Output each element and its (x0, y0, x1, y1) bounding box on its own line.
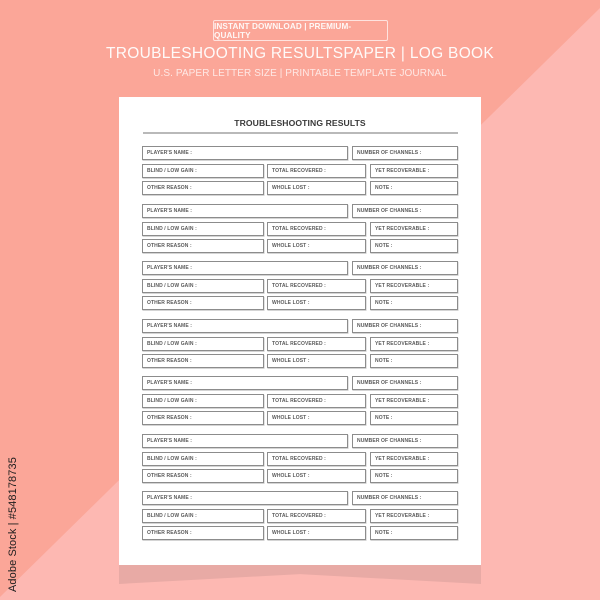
blind-low-gain-field[interactable] (142, 279, 264, 293)
note-label: NOTE : (375, 185, 393, 191)
note-field[interactable] (370, 296, 458, 310)
total-recovered-label: TOTAL RECOVERED : (272, 398, 326, 404)
number-of-channels-field[interactable] (352, 376, 458, 390)
total-recovered-label: TOTAL RECOVERED : (272, 340, 326, 347)
blind-low-gain-label: BLIND / LOW GAIN : (147, 340, 197, 347)
blind-low-gain-field[interactable] (142, 452, 264, 466)
note-field[interactable] (370, 469, 458, 483)
players-name-label: PLAYER'S NAME : (147, 322, 193, 329)
total-recovered-field[interactable] (267, 394, 366, 408)
yet-recoverable-field[interactable] (370, 337, 458, 351)
other-reason-field[interactable] (142, 239, 264, 253)
yet-recoverable-field[interactable] (370, 279, 458, 293)
yet-recoverable-label: YET RECOVERABLE : (375, 398, 430, 404)
other-reason-field[interactable] (142, 354, 264, 368)
total-recovered-field[interactable] (267, 452, 366, 466)
yet-recoverable-label: YET RECOVERABLE : (375, 225, 430, 232)
blind-low-gain-label: BLIND / LOW GAIN : (147, 398, 197, 404)
total-recovered-label: TOTAL RECOVERED : (272, 225, 326, 232)
whole-lost-field[interactable] (267, 296, 366, 310)
total-recovered-field[interactable] (267, 337, 366, 351)
blind-low-gain-label: BLIND / LOW GAIN : (147, 225, 197, 232)
number-of-channels-label: NUMBER OF CHANNELS : (357, 150, 422, 156)
other-reason-field[interactable] (142, 526, 264, 540)
whole-lost-label: WHOLE LOST : (272, 472, 310, 479)
whole-lost-label: WHOLE LOST : (272, 530, 310, 536)
whole-lost-field[interactable] (267, 526, 366, 540)
players-name-field[interactable] (142, 434, 348, 448)
other-reason-field[interactable] (142, 181, 264, 195)
players-name-field[interactable] (142, 261, 348, 275)
blind-low-gain-label: BLIND / LOW GAIN : (147, 513, 197, 519)
total-recovered-label: TOTAL RECOVERED : (272, 455, 326, 462)
other-reason-field[interactable] (142, 411, 264, 425)
whole-lost-label: WHOLE LOST : (272, 242, 310, 249)
total-recovered-label: TOTAL RECOVERED : (272, 513, 326, 519)
note-label: NOTE : (375, 472, 393, 479)
troubleshooting-entry (142, 491, 459, 541)
troubleshooting-entry (142, 146, 459, 196)
yet-recoverable-field[interactable] (370, 394, 458, 408)
number-of-channels-label: NUMBER OF CHANNELS : (357, 437, 422, 444)
players-name-field[interactable] (142, 146, 348, 160)
yet-recoverable-label: YET RECOVERABLE : (375, 283, 430, 289)
total-recovered-field[interactable] (267, 222, 366, 236)
number-of-channels-label: NUMBER OF CHANNELS : (357, 495, 422, 501)
yet-recoverable-field[interactable] (370, 509, 458, 523)
troubleshooting-entry (142, 434, 459, 484)
yet-recoverable-label: YET RECOVERABLE : (375, 455, 430, 462)
blind-low-gain-field[interactable] (142, 164, 264, 178)
number-of-channels-field[interactable] (352, 491, 458, 505)
note-field[interactable] (370, 239, 458, 253)
players-name-label: PLAYER'S NAME : (147, 265, 193, 271)
note-label: NOTE : (375, 530, 393, 536)
note-field[interactable] (370, 526, 458, 540)
note-label: NOTE : (375, 357, 393, 364)
players-name-field[interactable] (142, 376, 348, 390)
stock-watermark: Adobe Stock | #548178735 (7, 457, 19, 592)
yet-recoverable-field[interactable] (370, 222, 458, 236)
troubleshooting-entry (142, 376, 459, 426)
number-of-channels-field[interactable] (352, 146, 458, 160)
note-label: NOTE : (375, 242, 393, 249)
blind-low-gain-field[interactable] (142, 394, 264, 408)
note-field[interactable] (370, 411, 458, 425)
troubleshooting-entry (142, 204, 459, 254)
product-title: TROUBLESHOOTING RESULTSPAPER | LOG BOOK (105, 45, 495, 62)
whole-lost-label: WHOLE LOST : (272, 415, 310, 421)
yet-recoverable-label: YET RECOVERABLE : (375, 513, 430, 519)
total-recovered-field[interactable] (267, 509, 366, 523)
blind-low-gain-label: BLIND / LOW GAIN : (147, 455, 197, 462)
blind-low-gain-field[interactable] (142, 222, 264, 236)
yet-recoverable-field[interactable] (370, 452, 458, 466)
players-name-label: PLAYER'S NAME : (147, 150, 193, 156)
yet-recoverable-field[interactable] (370, 164, 458, 178)
blind-low-gain-label: BLIND / LOW GAIN : (147, 283, 197, 289)
note-label: NOTE : (375, 300, 393, 306)
note-field[interactable] (370, 354, 458, 368)
number-of-channels-label: NUMBER OF CHANNELS : (357, 322, 422, 329)
number-of-channels-field[interactable] (352, 204, 458, 218)
other-reason-label: OTHER REASON : (147, 415, 192, 421)
other-reason-label: OTHER REASON : (147, 185, 192, 191)
other-reason-label: OTHER REASON : (147, 300, 192, 306)
log-sheet-paper (119, 97, 481, 565)
yet-recoverable-label: YET RECOVERABLE : (375, 340, 430, 347)
instant-download-badge: INSTANT DOWNLOAD | PREMIUM-QUALITY (213, 20, 388, 41)
players-name-field[interactable] (142, 491, 348, 505)
players-name-label: PLAYER'S NAME : (147, 207, 193, 214)
players-name-field[interactable] (142, 319, 348, 333)
players-name-label: PLAYER'S NAME : (147, 495, 193, 501)
document-title: TROUBLESHOOTING RESULTS (234, 118, 366, 128)
whole-lost-field[interactable] (267, 354, 366, 368)
other-reason-field[interactable] (142, 469, 264, 483)
number-of-channels-label: NUMBER OF CHANNELS : (357, 380, 422, 386)
blind-low-gain-label: BLIND / LOW GAIN : (147, 168, 197, 174)
blind-low-gain-field[interactable] (142, 509, 264, 523)
number-of-channels-field[interactable] (352, 319, 458, 333)
title-divider (143, 132, 458, 134)
whole-lost-field[interactable] (267, 469, 366, 483)
whole-lost-label: WHOLE LOST : (272, 185, 310, 191)
whole-lost-field[interactable] (267, 181, 366, 195)
yet-recoverable-label: YET RECOVERABLE : (375, 168, 430, 174)
other-reason-label: OTHER REASON : (147, 242, 192, 249)
blind-low-gain-field[interactable] (142, 337, 264, 351)
whole-lost-label: WHOLE LOST : (272, 357, 310, 364)
players-name-label: PLAYER'S NAME : (147, 380, 193, 386)
total-recovered-field[interactable] (267, 279, 366, 293)
total-recovered-field[interactable] (267, 164, 366, 178)
number-of-channels-field[interactable] (352, 434, 458, 448)
total-recovered-label: TOTAL RECOVERED : (272, 168, 326, 174)
note-label: NOTE : (375, 415, 393, 421)
players-name-label: PLAYER'S NAME : (147, 437, 193, 444)
total-recovered-label: TOTAL RECOVERED : (272, 283, 326, 289)
whole-lost-field[interactable] (267, 239, 366, 253)
troubleshooting-entry (142, 261, 459, 311)
other-reason-label: OTHER REASON : (147, 472, 192, 479)
other-reason-label: OTHER REASON : (147, 357, 192, 364)
whole-lost-label: WHOLE LOST : (272, 300, 310, 306)
number-of-channels-label: NUMBER OF CHANNELS : (357, 207, 422, 214)
number-of-channels-field[interactable] (352, 261, 458, 275)
other-reason-field[interactable] (142, 296, 264, 310)
whole-lost-field[interactable] (267, 411, 366, 425)
number-of-channels-label: NUMBER OF CHANNELS : (357, 265, 422, 271)
note-field[interactable] (370, 181, 458, 195)
other-reason-label: OTHER REASON : (147, 530, 192, 536)
product-subtitle: U.S. PAPER LETTER SIZE | PRINTABLE TEMPLATE JOURNAL (153, 68, 447, 79)
players-name-field[interactable] (142, 204, 348, 218)
troubleshooting-entry (142, 319, 459, 369)
